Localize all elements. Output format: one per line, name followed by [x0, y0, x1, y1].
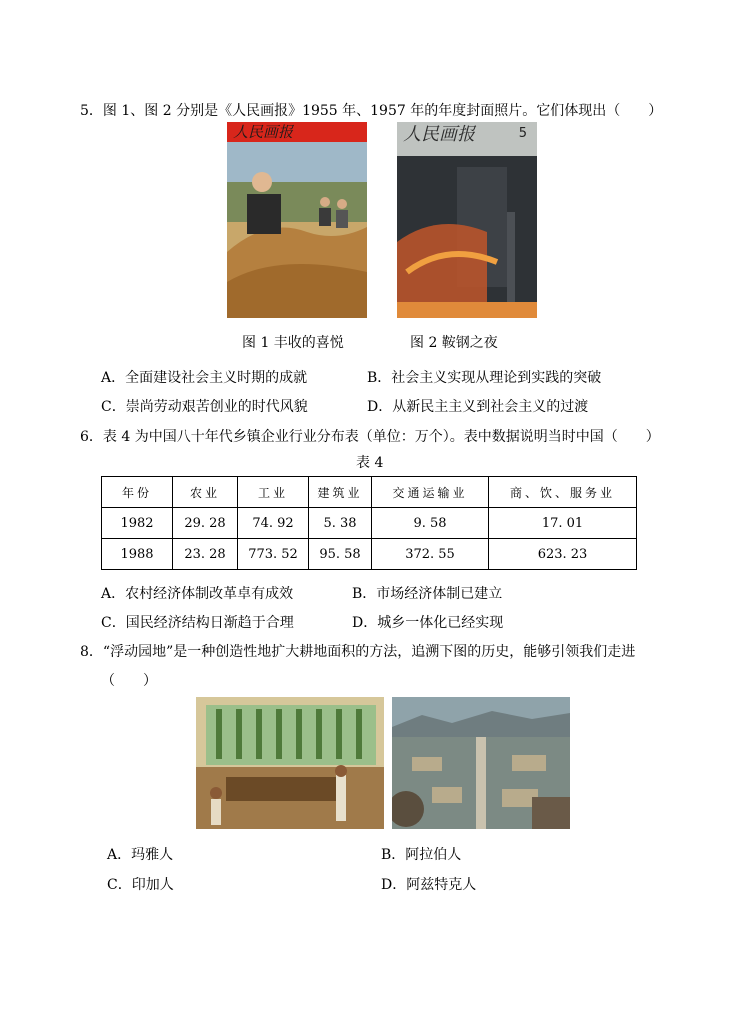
cover2-issue-number: 5 [518, 126, 527, 141]
floating-garden-painting [196, 697, 384, 829]
cell: 1982 [102, 508, 173, 539]
q8-stem-line2: （ ） [101, 673, 157, 689]
figure1-caption: 图 1 丰收的喜悦 [242, 335, 344, 351]
q8-option-b[interactable]: B．阿拉伯人 [381, 847, 462, 863]
q6-option-c[interactable]: C．国民经济结构日渐趋于合理 [101, 615, 294, 631]
header-year: 年份 [102, 477, 173, 508]
cover1-masthead: 人民画报 [227, 122, 367, 142]
figure2-caption: 图 2 鞍钢之夜 [410, 335, 498, 351]
q6-stem: 6．表 4 为中国八十年代乡镇企业行业分布表（单位：万个）。表中数据说明当时中国（ ） [80, 429, 660, 445]
cell: 9. 58 [372, 508, 489, 539]
q5-option-b[interactable]: B．社会主义实现从理论到实践的突破 [367, 370, 602, 386]
cover2-masthead [397, 122, 537, 156]
cell: 1988 [102, 539, 173, 570]
table-title: 表 4 [356, 455, 384, 471]
cell: 23. 28 [173, 539, 238, 570]
q5-option-c[interactable]: C．崇尚劳动艰苦创业的时代风貌 [101, 399, 308, 415]
table-header-row [102, 477, 637, 508]
cell: 95. 58 [309, 539, 372, 570]
header-transport: 交通运输业 [372, 477, 489, 508]
header-commerce: 商、饮、服务业 [489, 477, 637, 508]
aztec-city-painting [392, 697, 570, 829]
cover-image-1957 [397, 122, 537, 318]
cell: 29. 28 [173, 508, 238, 539]
q8-stem-line1: 8．“浮动园地”是一种创造性地扩大耕地面积的方法，追溯下图的历史，能够引领我们走进 [80, 644, 636, 660]
tenochtitlan-mural [392, 697, 570, 829]
cell: 773. 52 [238, 539, 309, 570]
chinampa-mural [196, 697, 384, 829]
q5-stem: 5．图 1、图 2 分别是《人民画报》1955 年、1957 年的年度封面照片。它们体现出（ ） [80, 103, 663, 119]
cell: 74. 92 [238, 508, 309, 539]
header-construction: 建筑业 [309, 477, 372, 508]
cover-image-1955 [227, 122, 367, 318]
q5-option-d[interactable]: D．从新民主主义到社会主义的过渡 [367, 399, 589, 415]
cell: 372. 55 [372, 539, 489, 570]
q8-option-c[interactable]: C．印加人 [107, 877, 174, 893]
q5-option-a[interactable]: A．全面建设社会主义时期的成就 [101, 370, 308, 386]
cell: 5. 38 [309, 508, 372, 539]
cell: 17. 01 [489, 508, 637, 539]
q8-option-d[interactable]: D．阿兹特克人 [381, 877, 477, 893]
cell: 623. 23 [489, 539, 637, 570]
header-agriculture: 农业 [173, 477, 238, 508]
q6-option-a[interactable]: A．农村经济体制改革卓有成效 [101, 586, 294, 602]
table-row [102, 508, 637, 539]
cover2-title-text: 人民画报 [403, 124, 475, 145]
industry-table [101, 476, 637, 570]
q6-option-b[interactable]: B．市场经济体制已建立 [352, 586, 503, 602]
header-industry: 工业 [238, 477, 309, 508]
q6-option-d[interactable]: D．城乡一体化已经实现 [352, 615, 504, 631]
harvest-photo [227, 122, 367, 318]
table-row [102, 539, 637, 570]
q8-option-a[interactable]: A．玛雅人 [107, 847, 174, 863]
